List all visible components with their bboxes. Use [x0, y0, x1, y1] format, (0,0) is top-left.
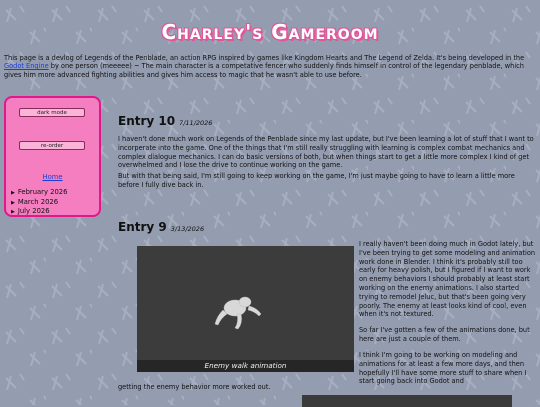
enemy-walk-animation-video[interactable] — [137, 246, 354, 372]
second-figure — [302, 395, 512, 407]
entry-9-paragraph-2: So far I've gotten a few of the animations done, but here are just a couple of them. — [359, 326, 530, 343]
reorder-button[interactable]: re-order — [19, 141, 85, 150]
figure-caption: Enemy walk animation — [137, 360, 354, 372]
home-link[interactable]: Home — [42, 173, 63, 181]
entry-10-paragraph-1: I haven't done much work on Legends of the Penblade since my last update, but I've been learning a lot of stuff that I want to incorperate into the game. One of the things that I'm still really struggling with learning is complex combat mechanics and complex dialogue mechanics. I can do basic versions of both, but when things start to get a little more complex I kind of get overwhelmed and I lose the drive to continue working on the game. — [118, 135, 534, 170]
archive-list — [11, 188, 67, 217]
entry-9-heading — [118, 220, 204, 234]
archive-item-march[interactable]: ▶ March 2026 — [11, 198, 67, 208]
entry-9-paragraph-3: I think I'm going to be working on modeling and animations for at least a few more days, and then hopefully I'll have some more stuff to share when I start going back into Godot and — [359, 351, 527, 386]
intro-text-end: by one person (meeeee) ~ The main character is a competative fencer who suddenly finds himself in control of the legendary penblade, which gives him more advanced fighting abilities and gives him access to magic that he wasn't able to use before. — [4, 62, 524, 79]
entry-10-date: 7/11/2026 — [179, 119, 213, 127]
intro-text — [4, 54, 536, 79]
entry-9-paragraph-1: I really haven't been doing much in Godot lately, but I've been trying to get some modeling and animation work done in Blender. I think it's probably still too early for heavy polish, but I figured if I want to work on enemy behaviors I should probably at least start working on the enemy animations. I also started trying to remodel Jeluc, but that's been going very poorly. The enemy at least looks kind of cool, even when it's not textured. — [359, 240, 536, 319]
entry-10-title: Entry 10 — [118, 114, 176, 128]
entry-9-date: 3/13/2026 — [170, 225, 205, 233]
dark-mode-button[interactable]: dark mode — [19, 108, 85, 117]
enemy-model-figure — [137, 246, 354, 360]
archive-item-july[interactable]: ▶ July 2026 — [11, 207, 67, 217]
entry-10-heading — [118, 114, 212, 128]
site-title: Charley's Gameroom — [161, 20, 379, 44]
archive-item-february[interactable]: ▶ February 2026 — [11, 188, 67, 198]
entry-9-title: Entry 9 — [118, 220, 167, 234]
entry-9-paragraph-continued: getting the enemy behavior more worked out. — [118, 383, 271, 391]
sidebar — [4, 96, 101, 217]
godot-engine-link[interactable]: Godot Engine — [4, 62, 49, 71]
entry-10-paragraph-2: But with that being said, I'm still going to keep working on the game, I'm just maybe going to have to learn a little more before I fully dive back in. — [118, 172, 515, 189]
intro-text-start: This page is a devlog of Legends of the Penblade, an action RPG inspired by games like Kingdom Hearts and The Legend of Zelda. It's being developed in the — [4, 54, 525, 62]
